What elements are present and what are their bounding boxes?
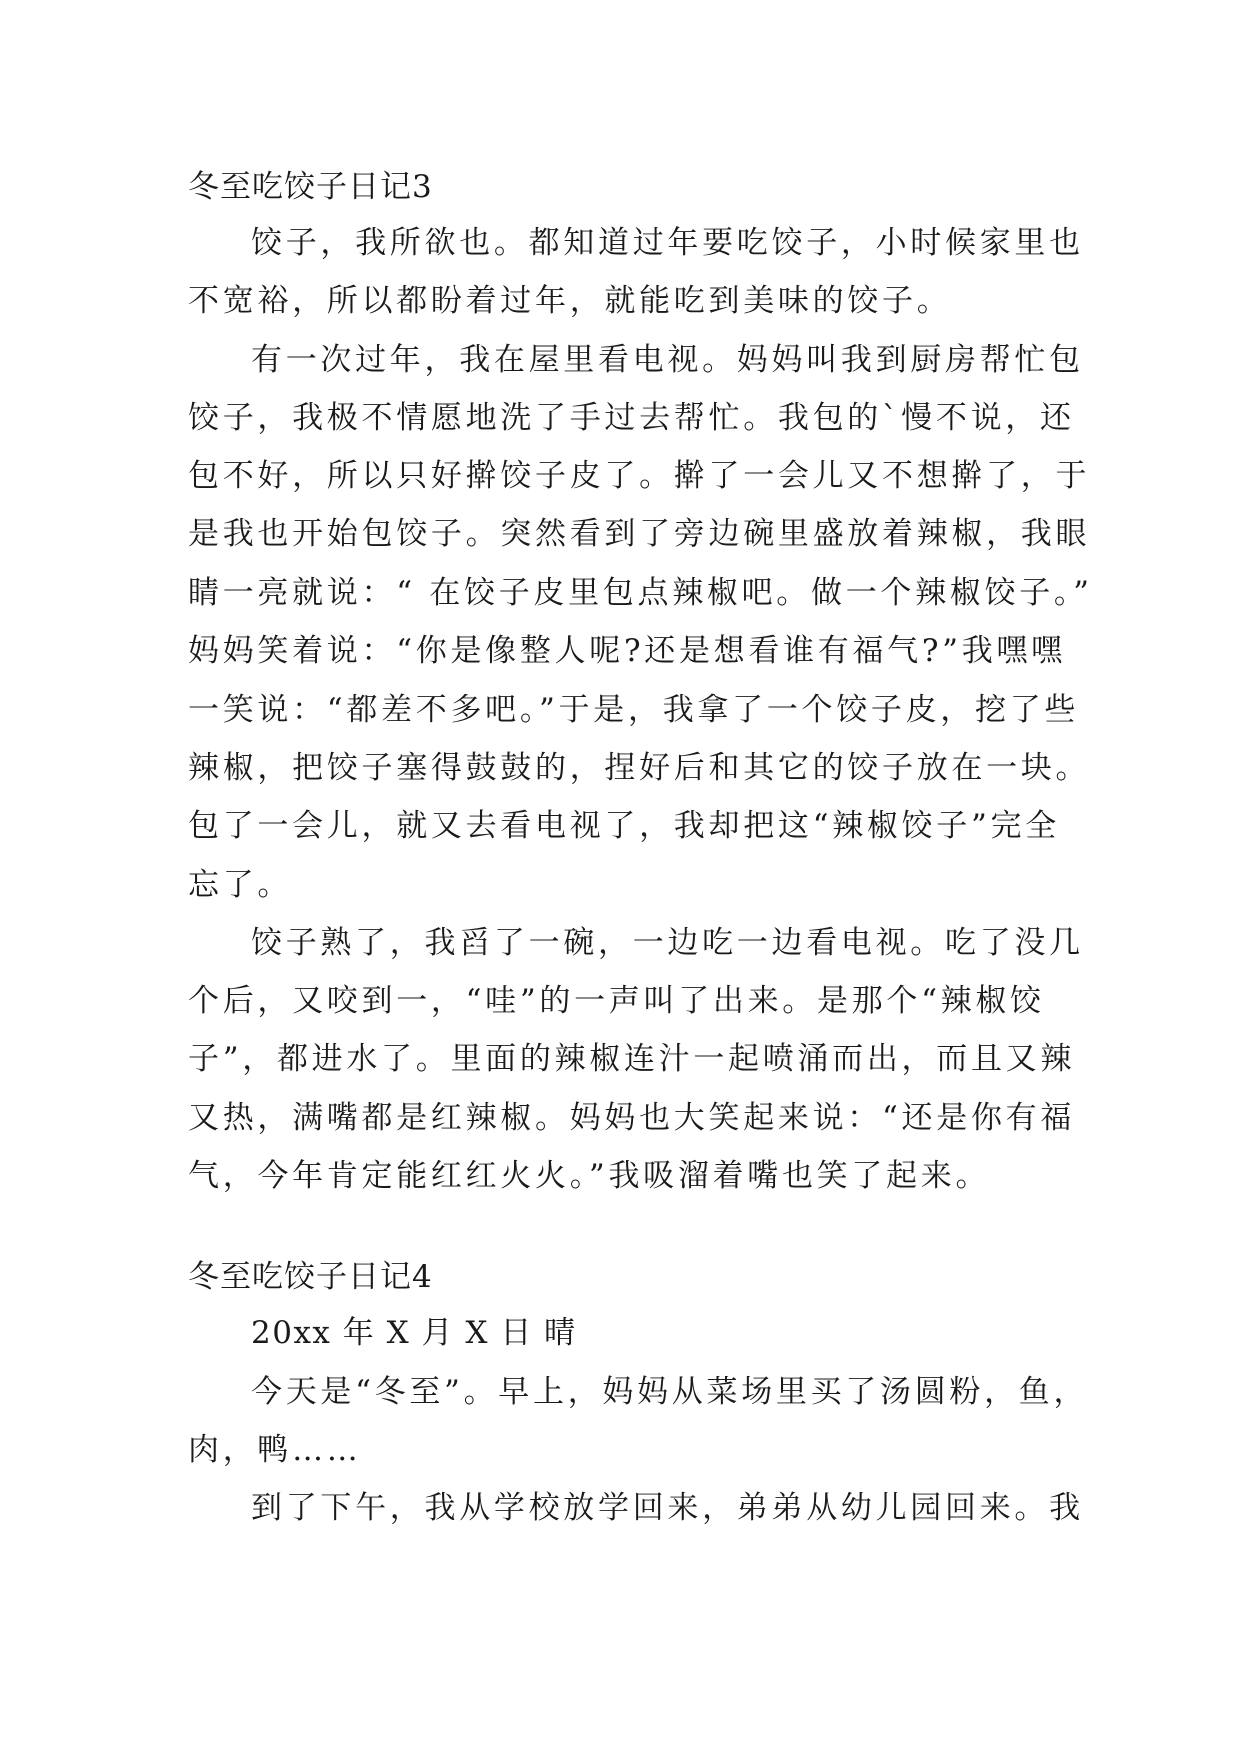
paragraph-line: 子”，都进水了。里面的辣椒连汁一起喷涌而出，而且又辣 [188, 1041, 1076, 1077]
paragraph-line: 是我也开始包饺子。突然看到了旁边碗里盛放着辣椒，我眼 [188, 516, 1091, 552]
paragraph-line: 包了一会儿，就又去看电视了，我却把这“辣椒饺子”完全 [188, 808, 1060, 844]
paragraph-line: 睛一亮就说：“ 在饺子皮里包点辣椒吧。做一个辣椒饺子。” [188, 575, 1093, 611]
paragraph-line: 不宽裕，所以都盼着过年，就能吃到美味的饺子。 [188, 283, 952, 319]
section-title: 冬至吃饺子日记4 [188, 1259, 433, 1295]
paragraph-line: 饺子，我所欲也。都知道过年要吃饺子，小时候家里也 [251, 225, 1084, 261]
paragraph-line: 又热，满嘴都是红辣椒。妈妈也大笑起来说：“还是你有福 [188, 1100, 1076, 1136]
paragraph-line: 肉，鸭…… [188, 1432, 362, 1468]
section-title: 冬至吃饺子日记3 [188, 169, 433, 205]
paragraph-line: 饺子熟了，我舀了一碗，一边吃一边看电视。吃了没几 [251, 925, 1084, 961]
paragraph-line: 今天是“冬至”。早上，妈妈从菜场里买了汤圆粉，鱼， [251, 1374, 1089, 1410]
paragraph-line: 个后，又咬到一，“哇”的一声叫了出来。是那个“辣椒饺 [188, 983, 1045, 1019]
paragraph-line: 有一次过年，我在屋里看电视。妈妈叫我到厨房帮忙包 [251, 342, 1084, 378]
paragraph-line: 妈妈笑着说：“你是像整人呢?还是想看谁有福气?”我嘿嘿 [188, 633, 1066, 669]
paragraph-line: 到了下午，我从学校放学回来，弟弟从幼儿园回来。我 [251, 1490, 1084, 1526]
diary-date-line: 20xx 年 X 月 X 日 晴 [251, 1315, 577, 1351]
paragraph-line: 一笑说：“都差不多吧。”于是，我拿了一个饺子皮，挖了些 [188, 692, 1080, 728]
paragraph-line: 包不好，所以只好擀饺子皮了。擀了一会儿又不想擀了，于 [188, 458, 1091, 494]
paragraph-line: 气，今年肯定能红红火火。”我吸溜着嘴也笑了起来。 [188, 1158, 991, 1194]
paragraph-line: 饺子，我极不情愿地洗了手过去帮忙。我包的`慢不说，还 [188, 400, 1075, 436]
paragraph-line: 忘了。 [188, 867, 293, 903]
paragraph-line: 辣椒，把饺子塞得鼓鼓的，捏好后和其它的饺子放在一块。 [188, 750, 1091, 786]
